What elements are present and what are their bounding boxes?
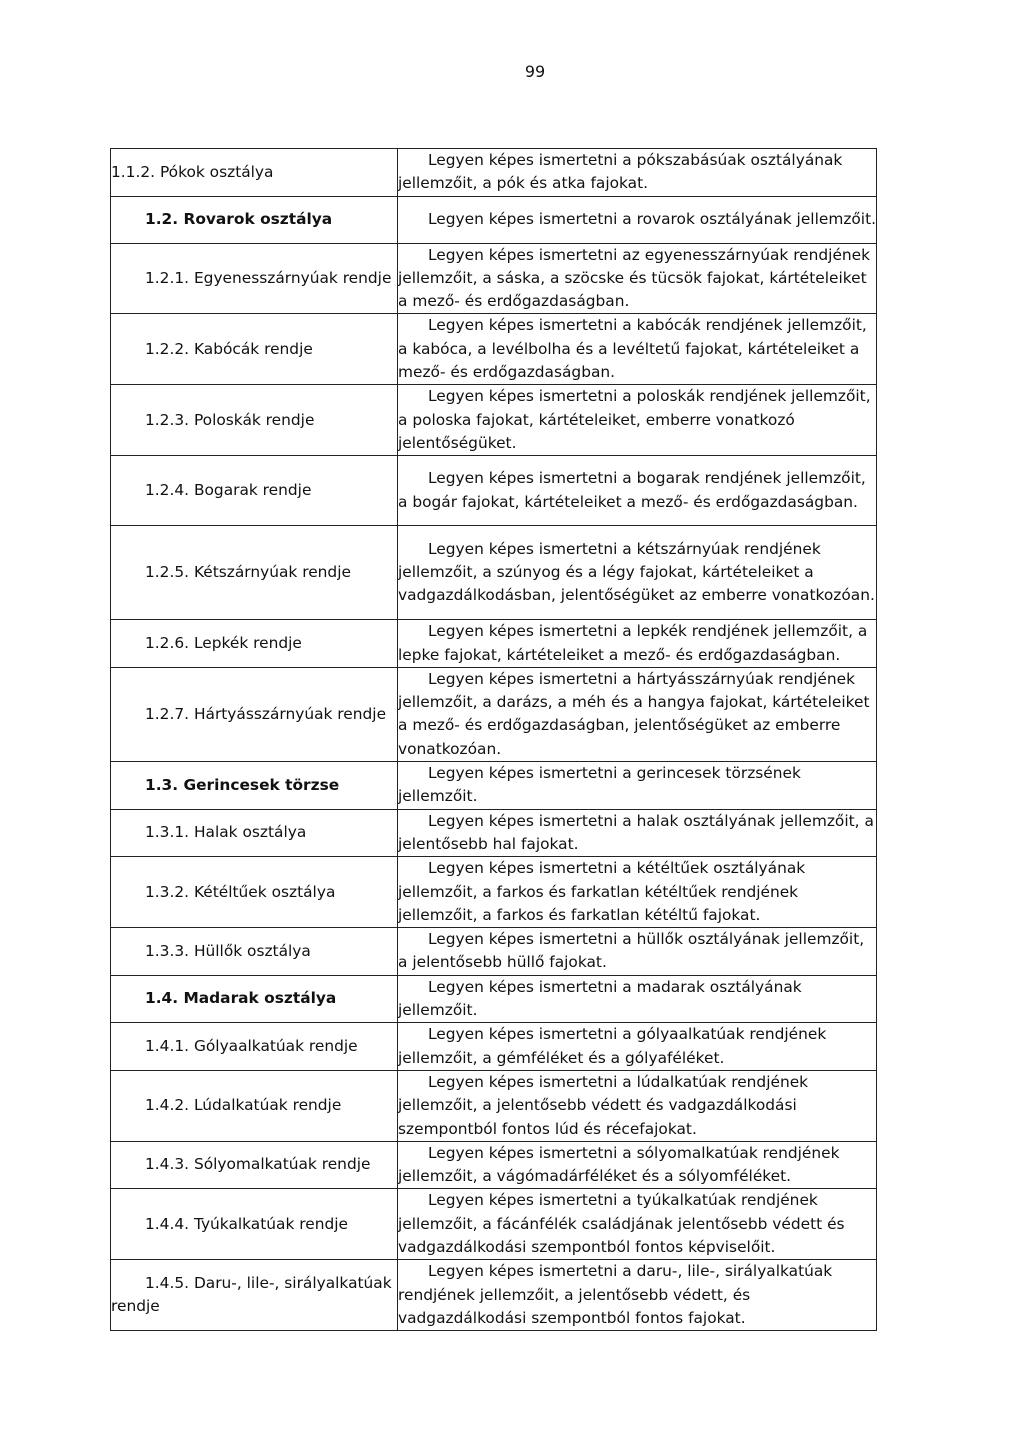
objective-text: Legyen képes ismertetni a bogarak rendjének jellemzőit, a bogár fajokat, kártételeiket a mező- és erdőgazdaságban. [398, 469, 866, 511]
objective-text: Legyen képes ismertetni a lepkék rendjének jellemzőit, a lepke fajokat, kártételeiket a mező- és erdőgazdaságban. [398, 622, 868, 664]
topic-cell [111, 620, 398, 668]
objective-cell [398, 1260, 877, 1331]
topic-cell [111, 243, 398, 314]
table-row [111, 1023, 877, 1071]
table-row [111, 857, 877, 928]
objective-cell [398, 1141, 877, 1189]
topic-cell [111, 857, 398, 928]
topic-label: 1.3.3. Hüllők osztálya [145, 941, 311, 960]
objective-cell [398, 1070, 877, 1141]
topic-cell [111, 1189, 398, 1260]
objective-text: Legyen képes ismertetni a kétéltűek osztályának jellemzőit, a farkos és farkatlan kétéltűek rendjének jellemzőit, a farkos és farkatlan kétéltű fajokat. [398, 859, 806, 924]
objective-text: Legyen képes ismertetni a lúdalkatúak rendjének jellemzőit, a jelentősebb védett és vadgazdálkodási szempontból fontos lúd és récefajokat. [398, 1072, 809, 1138]
objective-cell [398, 928, 877, 976]
table-row [111, 667, 877, 761]
topic-cell [111, 667, 398, 761]
objective-cell [398, 314, 877, 385]
table-row [111, 762, 877, 810]
topic-label: 1.2.2. Kabócák rendje [145, 339, 313, 358]
objective-cell [398, 149, 877, 197]
table-row [111, 809, 877, 857]
topic-cell [111, 1260, 398, 1331]
objective-text: Legyen képes ismertetni a poloskák rendjének jellemzőit, a poloska fajokat, kártételeiket, emberre vonatkozó jelentőségüket. [398, 387, 871, 452]
objective-cell [398, 243, 877, 314]
objective-text: Legyen képes ismertetni a gerincesek törzsének jellemzőit. [398, 764, 801, 806]
objective-cell [398, 526, 877, 620]
topic-cell [111, 975, 398, 1023]
table-row [111, 526, 877, 620]
objective-cell [398, 762, 877, 810]
topic-label: 1.4.4. Tyúkalkatúak rendje [145, 1214, 348, 1233]
table-row [111, 620, 877, 668]
topic-label: 1.1.2. Pókok osztálya [111, 162, 274, 181]
objective-cell [398, 1023, 877, 1071]
objective-text: Legyen képes ismertetni a hártyásszárnyúak rendjének jellemzőit, a darázs, a méh és a hangya fajokat, kártételeiket a mező- és erdőgazdaságban, jelentőségüket az emberre vonatkozóan. [398, 669, 870, 758]
topic-cell [111, 809, 398, 857]
curriculum-table [110, 148, 877, 1331]
table-row [111, 196, 877, 243]
objective-cell [398, 857, 877, 928]
objective-cell [398, 975, 877, 1023]
topic-label: 1.2.6. Lepkék rendje [145, 633, 302, 652]
topic-label: 1.4.5. Daru-, lile-, sirályalkatúak rendje [111, 1273, 392, 1316]
topic-cell [111, 196, 398, 243]
table-row [111, 456, 877, 526]
objective-cell [398, 667, 877, 761]
topic-cell [111, 149, 398, 197]
topic-cell [111, 1070, 398, 1141]
objective-cell [398, 456, 877, 526]
objective-text: Legyen képes ismertetni a gólyaalkatúak rendjének jellemzőit, a gémféléket és a gólyaféléket. [398, 1025, 827, 1067]
objective-text: Legyen képes ismertetni a madarak osztályának jellemzőit. [398, 977, 802, 1020]
topic-label: 1.3.2. Kétéltűek osztálya [145, 882, 336, 901]
topic-label: 1.4.3. Sólyomalkatúak rendje [145, 1155, 371, 1174]
objective-text: Legyen képes ismertetni a kétszárnyúak rendjének jellemzőit, a szúnyog és a légy fajokat, kártételeiket a vadgazdálkodásban, jelentőségüket az emberre vonatkozóan. [398, 539, 875, 605]
objective-text: Legyen képes ismertetni a rovarok osztályának jellemzőit. [428, 209, 877, 228]
topic-label: 1.2.1. Egyenesszárnyúak rendje [145, 268, 392, 287]
objective-cell [398, 1189, 877, 1260]
objective-text: Legyen képes ismertetni az egyenesszárnyúak rendjének jellemzőit, a sáska, a szöcske és tücsök fajokat, kártételeiket a mező- és erdőgazdaságban. [398, 245, 871, 311]
topic-label: 1.3.1. Halak osztálya [145, 823, 307, 842]
objective-text: Legyen képes ismertetni a sólyomalkatúak rendjének jellemzőit, a vágómadárféléket és a sólyomféléket. [398, 1143, 840, 1186]
topic-cell [111, 385, 398, 456]
objective-cell [398, 809, 877, 857]
topic-cell [111, 1141, 398, 1189]
page-number: 99 [524, 62, 546, 81]
objective-text: Legyen képes ismertetni a daru-, lile-, sirályalkatúak rendjének jellemzőit, a jelentősebb védett, és vadgazdálkodási szempontból fontos fajokat. [398, 1262, 833, 1327]
table-row [111, 1260, 877, 1331]
topic-label: 1.3. Gerincesek törzse [145, 775, 340, 794]
topic-cell [111, 762, 398, 810]
topic-cell [111, 526, 398, 620]
topic-label: 1.2.5. Kétszárnyúak rendje [145, 563, 351, 582]
topic-label: 1.2.3. Poloskák rendje [145, 410, 315, 429]
topic-label: 1.2. Rovarok osztálya [145, 209, 333, 228]
table-row [111, 385, 877, 456]
objective-cell [398, 196, 877, 243]
topic-label: 1.4.2. Lúdalkatúak rendje [145, 1096, 342, 1115]
objective-cell [398, 620, 877, 668]
topic-label: 1.2.4. Bogarak rendje [145, 481, 312, 500]
objective-cell [398, 385, 877, 456]
table-row [111, 975, 877, 1023]
table-row [111, 314, 877, 385]
table-row [111, 1189, 877, 1260]
topic-label: 1.4.1. Gólyaalkatúak rendje [145, 1036, 358, 1055]
objective-text: Legyen képes ismertetni a pókszabásúak osztályának jellemzőit, a pók és atka fajokat. [398, 151, 843, 193]
objective-text: Legyen képes ismertetni a hüllők osztályának jellemzőit, a jelentősebb hüllő fajokat. [398, 930, 865, 972]
topic-cell [111, 928, 398, 976]
topic-cell [111, 314, 398, 385]
objective-text: Legyen képes ismertetni a kabócák rendjének jellemzőit, a kabóca, a levélbolha és a levéltetű fajokat, kártételeiket a mező- és erdőgazdaságban. [398, 316, 867, 382]
table-row [111, 928, 877, 976]
topic-label: 1.4. Madarak osztálya [145, 989, 337, 1008]
table-row [111, 1141, 877, 1189]
table-row [111, 1070, 877, 1141]
objective-text: Legyen képes ismertetni a tyúkalkatúak rendjének jellemzőit, a fácánfélék családjának jelentősebb védett és vadgazdálkodási szempontból fontos képviselőit. [398, 1191, 845, 1256]
table-row [111, 243, 877, 314]
topic-label: 1.2.7. Hártyásszárnyúak rendje [145, 704, 387, 723]
topic-cell [111, 1023, 398, 1071]
table-row [111, 149, 877, 197]
objective-text: Legyen képes ismertetni a halak osztályának jellemzőit, a jelentősebb hal fajokat. [398, 811, 874, 853]
topic-cell [111, 456, 398, 526]
